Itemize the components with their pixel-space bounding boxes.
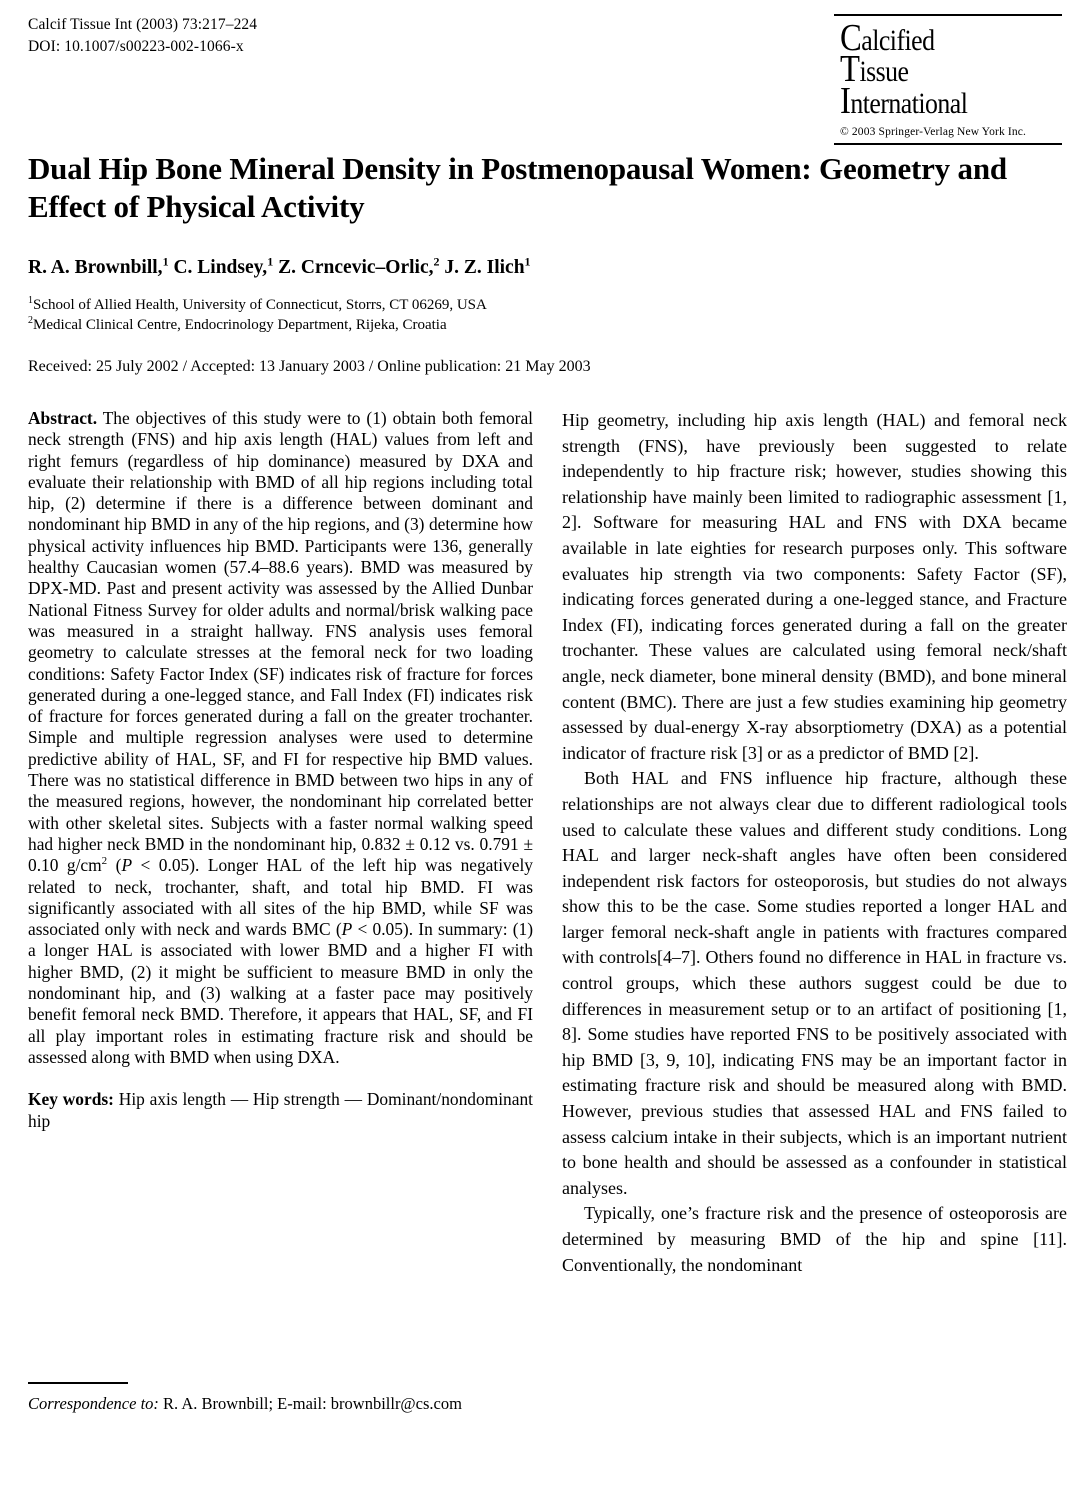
journal-citation-block — [28, 14, 257, 58]
author-name-1: R. A. Brownbill, — [28, 257, 163, 278]
logo-cap-i: I — [840, 79, 851, 122]
page-title: Dual Hip Bone Mineral Density in Postmenopausal Women: Geometry and Effect of Physical Activity — [28, 151, 1007, 224]
logo-cap-t: T — [840, 48, 860, 91]
affiliation-marker-2: 2 — [28, 315, 33, 326]
correspondence-text — [28, 1394, 533, 1414]
affiliation-marker-1: 1 — [28, 295, 33, 306]
keywords-paragraph — [28, 1089, 533, 1132]
doi-line: DOI: 10.1007/s00223-002-1066-x — [28, 38, 244, 55]
logo-bottom-rule — [834, 143, 1062, 145]
author-list — [28, 256, 1033, 280]
correspondence-details: R. A. Brownbill; E-mail: brownbillr@cs.com — [158, 1394, 462, 1413]
logo-rest-issue: issue — [859, 55, 909, 89]
logo-line-international — [840, 79, 1031, 122]
left-column — [28, 408, 533, 1149]
copyright-line: © 2003 Springer-Verlag New York Inc. — [840, 126, 1027, 139]
keywords-text: Hip axis length — Hip strength — Dominant/nondominant hip — [28, 1089, 533, 1131]
journal-citation: Calcif Tissue Int (2003) 73:217–224 — [28, 16, 258, 33]
affiliation-item — [28, 315, 1033, 335]
journal-logo-wordmark — [840, 17, 1062, 122]
abstract-text-part1: The objectives of this study were to (1) obtain both femoral neck strength (FNS) and hip axis length (HAL) values from left and right femurs (regardless of hip dominance) measured by DXA and evaluate their relationship with BMD of all hip regions including total hip, (2) determine if there is a difference between dominant and nondominant hip BMD in any of the hip regions, and (3) determine how physical activity influences hip BMD. Participants were 136, generally healthy Caucasian women (57.4–88.6 years). BMD was measured by DPX-MD. Past and present activity was assessed by the Allied Dunbar National Fitness Survey for older adults and normal/brisk walking pace was measured in a straight hallway. FNS analysis uses femoral geometry to calculate stresses at the femoral neck for two loading conditions: Safety Factor Index (SF) indicates risk of fracture for forces generated during a one-legged stance, and Fall Index (FI) indicates risk of fracture for forces generated during a fall on the greater trochanter. Simple and multiple regression analyses were used to determine predictive ability of HAL, SF, and FI for respective hip BMD values. There was no statistical difference in BMD between two hips in any of the measured regions, however, the nondominant hip correlated better with other skeletal sites. Subjects with a faster normal walking speed had higher neck BMD in the nondominant hip, 0.832 ± 0.12 vs. 0.791 ± 0.10 g/cm — [28, 408, 533, 876]
right-column — [562, 408, 1067, 1278]
keywords-label: Key words: — [28, 1089, 114, 1110]
intro-paragraph-1: Hip geometry, including hip axis length (HAL) and femoral neck strength (FNS), have previously been suggested to relate independently to hip fracture risk; however, studies showing this relationship have mainly been limited to radiographic assessment [1, 2]. Software for measuring HAL and FNS with DXA became available in late eighties for research purposes only. This software evaluates hip strength via two components: Safety Factor (SF), indicating forces generated during a one-legged stance, and Fracture Index (FI), indicating forces generated during a fall on the greater trochanter. These values are calculated using femoral neck/shaft angle, neck diameter, bone mineral density (BMD), and bone mineral content (BMC). There are just a few studies examining hip geometry assessed by dual-energy X-ray absorptiometry (DXA) as a potential indicator of fracture risk [3] or as a predictor of BMD [2]. — [562, 410, 1067, 763]
abstract-text-part4: < 0.05). In summary: (1) a longer HAL is associated with lower BMD and a higher FI with higher BMD, (2) it might be sufficient to measure BMD in only the nondominant hip, and (3) walking at a faster pace may positively benefit femoral neck BMD. Therefore, it appears that HAL, SF, and FI all play important roles in estimating fracture risk and should be assessed along with BMD when using DXA. — [28, 919, 534, 1067]
affiliation-text-2: Medical Clinical Centre, Endocrinology Department, Rijeka, Croatia — [33, 317, 447, 333]
page-header — [28, 14, 1062, 139]
intro-paragraph-3: Typically, one’s fracture risk and the presence of osteoporosis are determined by measuring BMD of the hip and spine [11]. Conventionally, the nondominant — [562, 1203, 1067, 1275]
abstract-text-part2: ( — [107, 855, 122, 876]
logo-rest-alcified: alcified — [861, 24, 935, 57]
author-name-2: C. Lindsey, — [168, 257, 268, 278]
journal-logo — [834, 14, 1062, 145]
logo-line-tissue — [840, 48, 1031, 91]
logo-rest-nternational: nternational — [850, 86, 968, 120]
logo-line-calcified — [840, 17, 1031, 59]
affiliation-list — [28, 295, 1033, 335]
author-affil-marker-2: 1 — [267, 254, 274, 269]
affiliation-item — [28, 295, 1033, 315]
author-name-4: J. Z. Ilich — [439, 257, 525, 278]
abstract-label: Abstract. — [28, 408, 98, 428]
author-affil-marker-4: 1 — [524, 254, 531, 269]
correspondence-label: Correspondence to: — [28, 1394, 159, 1413]
intro-paragraph-2: Both HAL and FNS influence hip fracture, although these relationships are not always clear due to different radiological tools used to calculate these values and different study conditions. Long HAL and larger neck-shaft angles have often been considered independent risk factors for osteoporosis, but studies do not always show this to be the case. Some studies reported a longer HAL and larger femoral neck-shaft angle in patients with fractures compared with controls[4–7]. Others found no difference in HAL in fracture vs. control groups, which these authors suggest could be due to differences in measurement setup or to an artifact of positioning [1, 8]. Some studies have reported FNS to be positively associated with hip BMD [3, 9, 10], indicating FNS may be an important factor in estimating fracture risk and should be measured along with BMD. However, previous studies that assessed HAL and FNS failed to assess calcium intake in their subjects, which is an important nutrient to bone health and should be assessed as a confounder in statistical analyses. — [562, 768, 1067, 1198]
correspondence-footnote — [28, 1382, 533, 1414]
abstract-italic-p-1: P — [121, 855, 133, 876]
affiliation-text-1: School of Allied Health, University of Connecticut, Storrs, CT 06269, USA — [33, 297, 487, 313]
abstract-paragraph — [28, 408, 533, 1068]
author-affil-marker-1: 1 — [162, 254, 169, 269]
logo-cap-c: C — [840, 17, 862, 59]
author-affil-marker-3: 2 — [433, 254, 440, 269]
abstract-text-part3: < 0.05). Longer HAL of the left hip was negatively related to neck, trochanter, shaft, and total hip BMD. FI was significantly associated with all sites of the hip BMD, while SF was associated only with neck and wards BMC ( — [28, 855, 533, 940]
logo-top-rule — [834, 14, 1062, 16]
abstract-units-superscript: 2 — [101, 855, 108, 868]
author-name-3: Z. Crncevic–Orlic, — [273, 257, 434, 278]
publication-history: Received: 25 July 2002 / Accepted: 13 January 2003 / Online publication: 21 May 2003 — [28, 358, 591, 375]
abstract-italic-p-2: P — [341, 919, 353, 940]
footnote-rule — [28, 1382, 128, 1384]
title-block — [28, 150, 1033, 377]
